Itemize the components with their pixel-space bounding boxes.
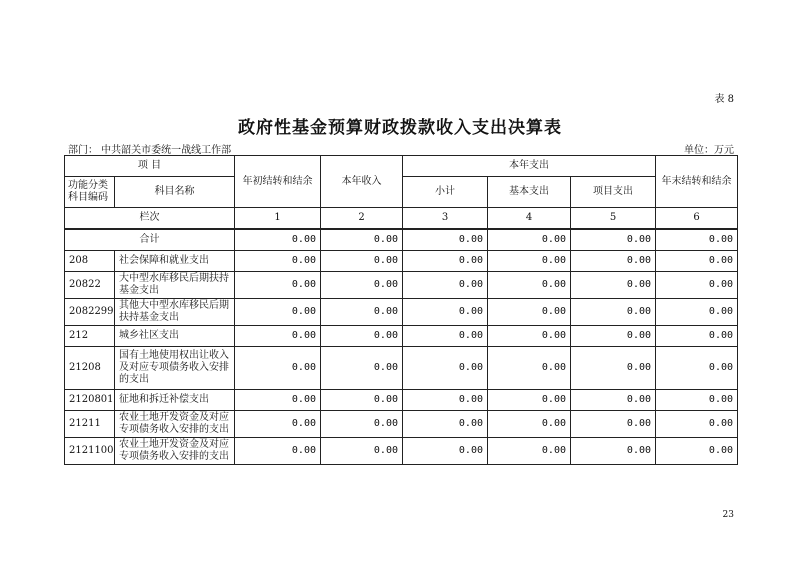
table-row (65, 390, 738, 411)
subject-code: 208 (65, 251, 115, 272)
amount-cell: 0.00 (403, 438, 488, 465)
amount-cell: 0.00 (571, 272, 656, 299)
table-number: 表 8 (714, 94, 734, 105)
subject-code: 2121100 (65, 438, 115, 465)
amount-cell: 0.00 (403, 299, 488, 326)
amount-cell: 0.00 (403, 272, 488, 299)
amount-cell: 0.00 (235, 347, 321, 390)
amount-cell: 0.00 (571, 251, 656, 272)
total-value: 0.00 (321, 229, 403, 251)
subject-name: 其他大中型水库移民后期扶持基金支出 (115, 299, 235, 326)
table-row (65, 299, 738, 326)
total-value: 0.00 (488, 229, 571, 251)
amount-cell: 0.00 (235, 390, 321, 411)
subject-name: 农业土地开发资金及对应专项债务收入安排的支出 (115, 411, 235, 438)
opening-balance-header: 年初结转和结余 (235, 156, 321, 208)
unit-label: 单位：万元 (684, 145, 734, 156)
amount-cell: 0.00 (235, 299, 321, 326)
subject-code: 212 (65, 326, 115, 347)
amount-cell: 0.00 (321, 411, 403, 438)
amount-cell: 0.00 (656, 438, 738, 465)
amount-cell: 0.00 (321, 299, 403, 326)
project-expense-header: 项目支出 (571, 177, 656, 208)
budget-table (64, 155, 738, 465)
amount-cell: 0.00 (571, 347, 656, 390)
code-header: 功能分类 科目编码 (65, 177, 115, 208)
subtotal-header: 小计 (403, 177, 488, 208)
amount-cell: 0.00 (488, 299, 571, 326)
amount-cell: 0.00 (321, 390, 403, 411)
amount-cell: 0.00 (235, 411, 321, 438)
table-row (65, 272, 738, 299)
amount-cell: 0.00 (488, 347, 571, 390)
amount-cell: 0.00 (403, 411, 488, 438)
amount-cell: 0.00 (571, 411, 656, 438)
amount-cell: 0.00 (656, 411, 738, 438)
subject-name: 农业土地开发资金及对应专项债务收入安排的支出 (115, 438, 235, 465)
subject-code: 21211 (65, 411, 115, 438)
amount-cell: 0.00 (656, 390, 738, 411)
page-title: 政府性基金预算财政拨款收入支出决算表 (238, 118, 562, 138)
amount-cell: 0.00 (403, 251, 488, 272)
amount-cell: 0.00 (403, 390, 488, 411)
total-value: 0.00 (235, 229, 321, 251)
amount-cell: 0.00 (488, 272, 571, 299)
col-number: 1 (235, 208, 321, 230)
amount-cell: 0.00 (656, 326, 738, 347)
item-header: 项 目 (65, 156, 235, 177)
name-header: 科目名称 (115, 177, 235, 208)
subject-code: 2082299 (65, 299, 115, 326)
col-number: 6 (656, 208, 738, 230)
amount-cell: 0.00 (488, 251, 571, 272)
amount-cell: 0.00 (488, 411, 571, 438)
subject-code: 21208 (65, 347, 115, 390)
basic-expense-header: 基本支出 (488, 177, 571, 208)
amount-cell: 0.00 (321, 326, 403, 347)
amount-cell: 0.00 (488, 326, 571, 347)
table-row (65, 251, 738, 272)
subject-name: 大中型水库移民后期扶持基金支出 (115, 272, 235, 299)
amount-cell: 0.00 (488, 438, 571, 465)
amount-cell: 0.00 (488, 390, 571, 411)
amount-cell: 0.00 (656, 251, 738, 272)
amount-cell: 0.00 (403, 347, 488, 390)
subject-code: 2120801 (65, 390, 115, 411)
table-row (65, 438, 738, 465)
amount-cell: 0.00 (235, 326, 321, 347)
amount-cell: 0.00 (403, 326, 488, 347)
table-row (65, 411, 738, 438)
subject-name: 城乡社区支出 (115, 326, 235, 347)
subject-name: 社会保障和就业支出 (115, 251, 235, 272)
col-number: 5 (571, 208, 656, 230)
total-value: 0.00 (403, 229, 488, 251)
subject-name: 征地和拆迁补偿支出 (115, 390, 235, 411)
expense-header: 本年支出 (403, 156, 656, 177)
amount-cell: 0.00 (571, 299, 656, 326)
amount-cell: 0.00 (656, 299, 738, 326)
department-label: 部门： 中共韶关市委统一战线工作部 (68, 145, 232, 156)
amount-cell: 0.00 (571, 438, 656, 465)
amount-cell: 0.00 (571, 390, 656, 411)
income-header: 本年收入 (321, 156, 403, 208)
subject-name: 国有土地使用权出让收入及对应专项债务收入安排的支出 (115, 347, 235, 390)
col-number: 2 (321, 208, 403, 230)
total-value: 0.00 (656, 229, 738, 251)
amount-cell: 0.00 (321, 272, 403, 299)
total-label: 合计 (65, 229, 235, 251)
amount-cell: 0.00 (235, 272, 321, 299)
row-index-label: 栏次 (65, 208, 235, 230)
amount-cell: 0.00 (321, 347, 403, 390)
amount-cell: 0.00 (656, 347, 738, 390)
amount-cell: 0.00 (321, 251, 403, 272)
table-row (65, 326, 738, 347)
amount-cell: 0.00 (235, 251, 321, 272)
amount-cell: 0.00 (321, 438, 403, 465)
page-number: 23 (722, 510, 734, 520)
subject-code: 20822 (65, 272, 115, 299)
col-number: 4 (488, 208, 571, 230)
amount-cell: 0.00 (235, 438, 321, 465)
amount-cell: 0.00 (656, 272, 738, 299)
closing-balance-header: 年末结转和结余 (656, 156, 738, 208)
table-row (65, 347, 738, 390)
col-number: 3 (403, 208, 488, 230)
total-value: 0.00 (571, 229, 656, 251)
amount-cell: 0.00 (571, 326, 656, 347)
